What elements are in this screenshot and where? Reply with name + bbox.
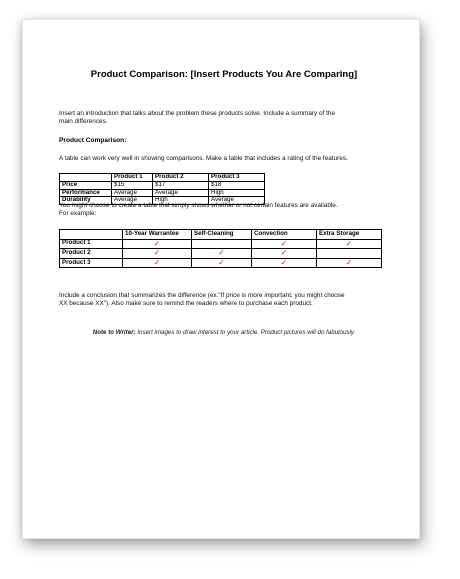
row-label: Durability [60, 197, 112, 205]
document-title: Product Comparison: [Insert Products You Are Comparing] [90, 69, 358, 80]
row-label: Price [60, 181, 112, 189]
features-header-cell [60, 230, 123, 240]
features-intro [59, 202, 338, 219]
document-page [22, 19, 420, 539]
checkmark-icon: ✓ [192, 249, 252, 259]
features-header-cell: Convection [252, 230, 317, 240]
table-row [60, 249, 382, 259]
table-row [60, 239, 382, 249]
row-label: Product 3 [60, 258, 123, 268]
table-cell: $18 [209, 181, 265, 189]
row-label: Product 2 [60, 249, 123, 259]
table-row [60, 181, 265, 189]
row-label: Performance [60, 189, 112, 197]
note-text: Insert images to draw interest to your article. Product pictures will do fabulously. [135, 329, 356, 336]
conclusion-line-2: XX because XX"). Also make sure to remind the readers where to purchase each product. [59, 300, 313, 308]
intro-line-1: Insert an introduction that talks about the problem these products solve. Include a summary of the [59, 110, 336, 117]
checkmark-icon: ✓ [192, 258, 252, 268]
checkmark-icon: ✓ [252, 258, 317, 268]
features-intro-line-1: You might choose to create a table that simply shows whether or not certain features are available. [59, 202, 338, 209]
note-label: Note to Writer: [92, 329, 136, 336]
features-intro-line-2: For example: [59, 210, 97, 218]
table-row [60, 258, 382, 268]
conclusion-line-1: Include a conclusion that summarizes the difference (ex."If price is more important, you might choose [59, 292, 345, 299]
table-cell: Average [153, 189, 209, 197]
features-header-cell: Self-Cleaning [192, 230, 252, 240]
features-table-header [60, 230, 382, 240]
checkmark-icon: ✓ [317, 258, 382, 268]
note-to-writer [59, 329, 389, 336]
features-header-cell: Extra Storage [317, 230, 382, 240]
table-cell: Average [112, 197, 153, 205]
table-cell: $15 [112, 181, 153, 189]
features-header-cell: 10-Year Warrantee [123, 230, 192, 240]
table-intro: A table can work very well in showing comparisons. Make a table that includes a rating of the features. [59, 155, 348, 162]
empty-cell [192, 239, 252, 249]
rating-table [59, 173, 265, 205]
intro-paragraph [59, 110, 335, 127]
rating-header-cell: Product 2 [153, 174, 209, 182]
checkmark-icon: ✓ [123, 249, 192, 259]
rating-header-cell: Product 3 [209, 174, 265, 182]
empty-cell [317, 249, 382, 259]
table-cell: High [209, 189, 265, 197]
checkmark-icon: ✓ [252, 249, 317, 259]
checkmark-icon: ✓ [123, 239, 192, 249]
table-cell: Average [209, 197, 265, 205]
rating-header-cell: Product 1 [112, 174, 153, 182]
conclusion-paragraph [59, 292, 345, 309]
checkmark-icon: ✓ [252, 239, 317, 249]
features-table [59, 229, 382, 268]
table-cell: High [153, 197, 209, 205]
table-cell: Average [112, 189, 153, 197]
checkmark-icon: ✓ [317, 239, 382, 249]
row-label: Product 1 [60, 239, 123, 249]
checkmark-icon: ✓ [123, 258, 192, 268]
section-heading: Product Comparison: [59, 137, 127, 144]
intro-line-2: main differences. [59, 118, 108, 126]
table-cell: $17 [153, 181, 209, 189]
